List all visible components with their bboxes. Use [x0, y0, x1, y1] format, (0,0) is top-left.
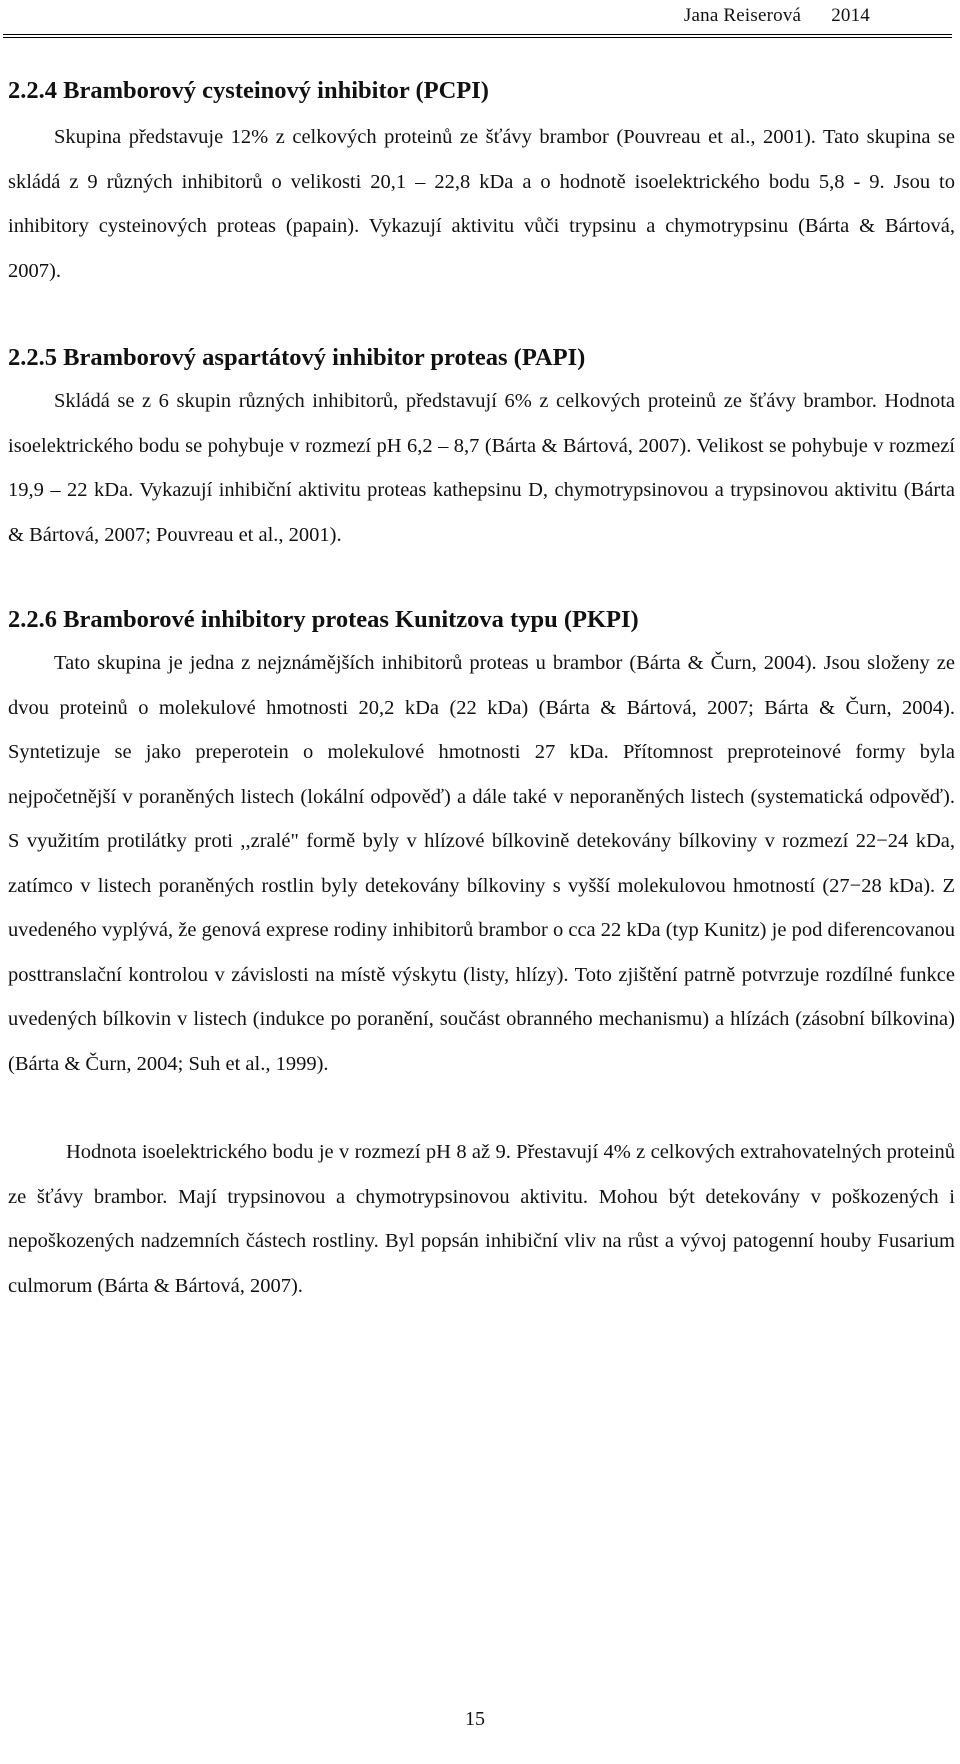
page-header — [0, 0, 960, 40]
page-content — [8, 70, 955, 1308]
page-footer — [0, 1708, 960, 1731]
section-heading: 2.2.4 Bramborový cysteinový inhibitor (PCPI) — [8, 77, 489, 104]
page-number: 15 — [465, 1708, 485, 1730]
header-text — [654, 5, 870, 27]
section-paragraph: Skupina představuje 12% z celkových proteinů ze šťávy brambor (Pouvreau et al., 2001). Tato skupina se skládá z 9 různých inhibitorů o velikosti 20,1 – 22,8 kDa a o hodnotě isoelektrického bodu 5,8 - 9. Jsou to inhibitory cysteinových proteas (papain). Vykazují aktivitu vůči trypsinu a chymotrypsinu (Bárta & Bártová, 2007). — [8, 126, 955, 282]
section-heading: 2.2.6 Bramborové inhibitory proteas Kunitzova typu (PKPI) — [8, 606, 639, 633]
header-rule — [3, 34, 952, 38]
section-pkpi — [8, 599, 955, 1308]
section-papi — [8, 337, 955, 557]
header-year: 2014 — [831, 5, 870, 26]
section-paragraph-2: Hodnota isoelektrického bodu je v rozmezí pH 8 až 9. Přestavují 4% z celkových extrahovatelných proteinů ze šťávy brambor. Mají trypsinovou a chymotrypsinovou aktivitu. Mohou být detekovány v poškozených i nepoškozených nadzemních částech rostliny. Byl popsán inhibiční vliv na růst a vývoj patogenní houby Fusarium culmorum (Bárta & Bártová, 2007). — [8, 1141, 955, 1297]
section-pcpi — [8, 70, 955, 293]
header-author: Jana Reiserová — [683, 5, 802, 26]
section-heading: 2.2.5 Bramborový aspartátový inhibitor proteas (PAPI) — [8, 344, 586, 371]
section-paragraph: Skládá se z 6 skupin různých inhibitorů, představují 6% z celkových proteinů ze šťávy brambor. Hodnota isoelektrického bodu se pohybuje v rozmezí pH 6,2 – 8,7 (Bárta & Bártová, 2007). Velikost se pohybuje v rozmezí 19,9 – 22 kDa. Vykazují inhibiční aktivitu proteas kathepsinu D, chymotrypsinovou a trypsinovou aktivitu (Bárta & Bártová, 2007; Pouvreau et al., 2001). — [8, 390, 955, 546]
section-paragraph: Tato skupina je jedna z nejznámějších inhibitorů proteas u brambor (Bárta & Čurn, 2004). Jsou složeny ze dvou proteinů o molekulové hmotnosti 20,2 kDa (22 kDa) (Bárta & Bártová, 2007; Bárta & Čurn, 2004). Syntetizuje se jako preperotein o molekulové hmotnosti 27 kDa. Přítomnost preproteinové formy byla nejpočetnější v poraněných listech (lokální odpověď) a dále také v neporaněných listech (systematická odpověď). S využitím protilátky proti ,,zralé" formě byly v hlízové bílkovině detekovány bílkoviny v rozmezí 22−24 kDa, zatímco v listech poraněných rostlin byly detekovány bílkoviny s vyšší molekulovou hmotností (27−28 kDa). Z uvedeného vyplývá, že genová exprese rodiny inhibitorů brambor o cca 22 kDa (typ Kunitz) je pod diferencovanou posttranslační kontrolou v závislosti na místě výskytu (listy, hlízy). Toto zjištění patrně potvrzuje rozdílné funkce uvedených bílkovin v listech (indukce po poranění, součást obranného mechanismu) a hlízách (zásobní bílkovina) (Bárta & Čurn, 2004; Suh et al., 1999). — [8, 652, 955, 1075]
